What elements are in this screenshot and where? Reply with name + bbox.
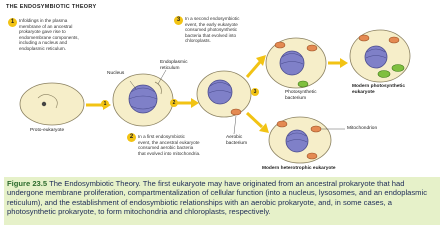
modern-photosynthetic-eukaryote-cell bbox=[350, 30, 410, 82]
figure-caption bbox=[4, 177, 440, 225]
modern-heterotrophic-eukaryote-cell bbox=[269, 117, 331, 163]
label-nucleus: Nucleus bbox=[107, 71, 125, 76]
proto-dna-dot bbox=[42, 102, 46, 106]
arrow-step-3 bbox=[247, 62, 260, 77]
step-2-badge: 2 bbox=[127, 133, 136, 142]
label-modern-photosynthetic-eukaryote: Modern photosynthetic eukaryote bbox=[352, 84, 406, 95]
step-1-text: Infoldings in the plasma membrane of an ancestral prokaryote gave rise to endomembrane components, including a nucleus and endoplasmic reticulum. bbox=[19, 18, 79, 51]
step-3-badge: 3 bbox=[174, 16, 183, 25]
ancestral-eukaryote-cell bbox=[113, 74, 173, 126]
label-mitochondrion: Mitochondrion bbox=[347, 126, 378, 131]
label-proto-eukaryote: Proto-eukaryote bbox=[30, 128, 65, 133]
arrow-to-heterotroph bbox=[247, 113, 262, 127]
early-eukaryote-cell bbox=[266, 38, 326, 88]
step-2-text: In a first endosymbiotic event, the ancestral eukaryote consumed aerobic bacteria that evolved into mitochondria. bbox=[138, 134, 201, 156]
arrow-2-marker: 2 bbox=[170, 99, 178, 107]
label-photosynthetic-bacterium: Photosynthetic bacterium bbox=[285, 90, 317, 101]
diagram-title: THE ENDOSYMBIOTIC THEORY bbox=[6, 4, 97, 10]
label-modern-heterotrophic-eukaryote: Modern heterotrophic eukaryote bbox=[262, 166, 336, 171]
aerobic-bacterium bbox=[231, 109, 241, 115]
arrow-3-marker: 3 bbox=[251, 88, 259, 96]
ancestral-eukaryote-engulfing-cell bbox=[197, 71, 251, 117]
label-aerobic-bacterium: Aerobic bacterium bbox=[226, 135, 248, 146]
step-3-text: In a second endosymbiotic event, the early eukaryote consumed photosynthetic bacteria that evolved into chloroplasts. bbox=[185, 16, 240, 44]
arrow-1-marker: 1 bbox=[101, 100, 109, 108]
figure-label: Figure 23.5 bbox=[7, 179, 48, 188]
photosynthetic-bacterium bbox=[298, 81, 308, 87]
step-1-badge: 1 bbox=[8, 18, 17, 27]
mitochondrion bbox=[311, 126, 321, 132]
caption-text: The Endosymbiotic Theory. The first eukaryote may have originated from an ancestral prokaryote that had undergone membrane proliferation, compartmentalization of cellular function (into a nucleus, lysosomes, and an endoplasmic reticulum), and the establishment of endosymbiotic relationships with an aerobic prokaryote, and, in some cases, a photosynthetic prokaryote, to form mitochondria and chloroplasts, respectively. bbox=[7, 179, 427, 216]
proto-eukaryote-cell bbox=[20, 83, 84, 125]
label-endoplasmic-reticulum: Endoplasmic reticulum bbox=[160, 60, 188, 71]
